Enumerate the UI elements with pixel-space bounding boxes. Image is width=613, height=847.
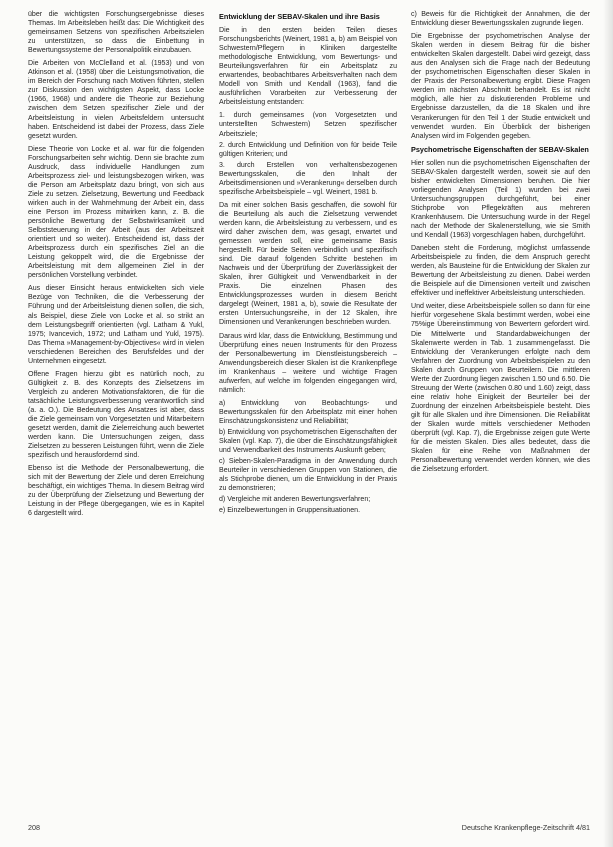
- text-column-middle: [219, 10, 397, 519]
- list-item: e) Einzelbewertungen in Gruppensituationen.: [219, 507, 361, 515]
- paragraph: Daneben steht die Forderung, möglichst umfassende Arbeitsbeispiele zu finden, die dem Anspruch gerecht werden, als Bausteine für die Entwicklung der Skalen zur Bewertung der Arbeitsleistung zu dienen. Dabei werden die Beispiele auf die Dimensionen verteilt und zwischen effektiver und ineffektiver Arbeitsleistung unterschieden.: [411, 245, 590, 298]
- paragraph: Aus dieser Einsicht heraus entwickelten sich viele Bezüge von Techniken, die die Verbesserung der Führung und der Arbeitsleistung dienen sollen, die sich, als Beispiel, diese Ziele von Locke et al. so strikt an dem Leistungsbegriff orientierten (vgl. Latham & Yukl, 1975; Ivancevich, 1972; und Latham und Yukl, 1975). Das Thema »Management-by-Objectives« wird in vielen verschiedenen Bereichen des Berufsfeldes und der Unternehmen eingesetzt.: [28, 285, 204, 365]
- list-item: a) Entwicklung von Beobachtungs- und Bewertungsskalen für den Arbeitsplatz mit einer hohen Einschätzungskonsistenz und Reliabilität;: [219, 399, 397, 425]
- paragraph: Die Ergebnisse der psychometrischen Analyse der Skalen werden in diesem Beitrag für die bisher entwickelten Skalen dargestellt. Dabei wird gezeigt, dass aus den Analysen sich die Frage nach der Bedeutung der psychometrischen Eigenschaften dieser Skalen in der Praxis der Personalbewertung ergibt. Diese Fragen werden im nächsten Abschnitt behandelt. Es ist nicht möglich, alle hier zu diskutierenden Probleme und Ergebnisse darzustellen, da die 18 Skalen und ihre Verankerungen für den Teil 1 der Studie entwickelt und verwendet wurden. Ein Überblick der bisherigen Analysen wird im Folgenden gegeben.: [411, 33, 590, 140]
- section-heading: Entwicklung der SEBAV-Skalen und ihre Basis: [219, 12, 380, 21]
- list-item: 1. durch gemeinsames (von Vorgesetzten und unterstellten Schwestern) Setzen spezifischer Arbeitsziele;: [219, 112, 397, 138]
- list-item: b) Entwicklung von psychometrischen Eigenschaften der Skalen (vgl. Kap. 7), die über die Einschätzungsfähigkeit und Verwendbarkeit des Instruments Auskunft geben;: [219, 428, 397, 455]
- paragraph: Offene Fragen hierzu gibt es natürlich noch, zu Gültigkeit z. B. des Konzepts des Zielsetzens im Vergleich zu anderen Motivationsfaktoren, die für die tatsächliche Leistungsverbesserung verantwortlich sind (a. a. O.). Die Bedeutung des Ansatzes ist aber, dass die Ziele gemeinsam von Vorgesetzten und Mitarbeitern gesetzt werden, damit die Zielerreichung auch bewertet werden kann. Die Untersuchungen zeigen, dass Zielsetzen zu besseren Leistungen führt, wenn die Ziele spezifisch und herausfordernd sind.: [28, 370, 204, 460]
- text-column-right: [411, 10, 590, 478]
- lettered-list: [219, 399, 397, 516]
- paragraph: Die Arbeiten von McClelland et al. (1953) und von Atkinson et al. (1958) über die Leistungsmotivation, die im Bereich der Forschung nach Motiven führten, stellen zur Diskussion den wichtigsten Aspekt, dass Locke (1966, 1968) und andere die Theorie zur Beziehung zwischen dem Setzen spezifischer Ziele und der Arbeitsleistung in vielen Arbeitsfeldern untersucht haben. Entscheidend ist dabei der Prozess, dass Ziele gesetzt wurden.: [28, 60, 204, 140]
- paragraph: Hier sollen nun die psychometrischen Eigenschaften der SEBAV-Skalen dargestellt werden, soweit sie auf den bisher entwickelten Dimensionen beruhen. Die hier vorliegenden Analysen (Teil 1) wurden bei zwei Untersuchungsgruppen durchgeführt, bei einer Stichprobe von Pflegekräften aus mehreren Krankenhäusern. Die Untersuchung wurde in der Regel nach der Methode der Skalenerstellung, wie sie Smith und Kendall (1963) vorgeschlagen haben, durchgeführt.: [411, 159, 590, 240]
- paragraph: Daraus wird klar, dass die Entwicklung, Bestimmung und Überprüfung eines neuen Instruments für den Prozess der Personalbewertung im Dienstleistungsbereich – Anwendungsbereich dieser Skalen ist die Krankenpflege im Krankenhaus – weitere und wichtige Fragen aufwerfen, auf welche im folgenden eingegangen wird, nämlich:: [219, 332, 397, 394]
- paragraph: über die wichtigsten Forschungsergebnisse dieses Themas. Im Arbeitsleben heißt das: Die Wichtigkeit des gemeinsamen Setzens von spezifischen Arbeitszielen zu unterstützen, so dass die Einbettung in Bewertungssysteme der Personalpolitik einzubauen.: [28, 11, 204, 55]
- list-item: c) Sieben-Skalen-Paradigma in der Anwendung durch Beurteiler in verschiedenen Gruppen von Stationen, die als Stichprobe dienen, um die Entwicklung in der Praxis zu demonstrieren;: [219, 458, 397, 493]
- paragraph: c) Beweis für die Richtigkeit der Annahmen, die der Entwicklung dieser Bewertungsskalen zugrunde liegen.: [411, 11, 590, 28]
- page-edge-shadow: [603, 0, 613, 847]
- section-heading: Psychometrische Eigenschaften der SEBAV-Skalen: [411, 144, 589, 154]
- text-column-left: [28, 10, 204, 523]
- paragraph: Diese Theorie von Locke et al. war für die folgenden Forschungsarbeiten sehr wichtig. Denn sie brachte zum Ausdruck, dass individuelle Handlungen zum Arbeitsprozess ziel- und leistungsbezogen wirken, was die Person am Arbeitsplatz dazu bringt, von sich aus Ziele zu setzen. Zielsetzung, Bewertung und Feedback wirken auch in der Wahrnehmung der Arbeit ein, dass eine Person im Prozess mitwirken kann, z. B. die persönliche Bewertung der Selbstwirksamkeit und Selbststeuerung in der Arbeit (aus der Arbeitszeit orientiert und so weiter). Entscheidend ist, dass der Arbeitsprozess durch ein spezifisches Ziel an die Leistung gekoppelt wird, die die Ergebnisse der Arbeitsleistung mit dem allgemeinen Ziel in der persönlichen Vorstellung verbindet.: [28, 145, 204, 280]
- paragraph: Ebenso ist die Methode der Personalbewertung, die sich mit der Bewertung der Ziele und deren Erreichung beschäftigt, ein wichtiges Thema. In diesem Beitrag wird zu der Überprüfung der Zielsetzung und Bewertung der Leistung in der Pflege übergegangen, wie es in Kapitel 6 dargestellt wird.: [28, 465, 204, 518]
- page-footer: [28, 823, 590, 833]
- list-item: 3. durch Erstellen von verhaltensbezogenen Bewertungsskalen, die den Inhalt der Arbeitsdimensionen und »Verankerung« derselben durch spezifische Arbeitsbeispiele – vgl. Weinert, 1981 b.: [219, 161, 397, 196]
- page-number: 208: [28, 823, 40, 832]
- running-title: Deutsche Krankenpflege-Zeitschrift 4/81: [461, 823, 590, 832]
- paragraph: Die in den ersten beiden Teilen dieses Forschungsberichts (Weinert, 1981 a, b) am Beispiel von Schwestern/Pflegern in Kliniken dargestellte methodologische Entwicklung, vom Bewertungs- und Beurteilungsverfahren für ein Arbeitsplatz zu erwartendes, beobachtbares Arbeitsverhalten nach dem Modell von Smith und Kendall (1963), fand die ausführlichen Vorarbeiten zur Verbesserung der Arbeitsleistung entstanden:: [219, 27, 397, 107]
- paragraph: Da mit einer solchen Basis geschaffen, die sowohl für die Beurteilung als auch die Zielsetzung verwendet werden kann, die Arbeitsleistung zu verbessern, und es wird daher zwischen dem, was gesagt, erwartet und gemessen werden soll, eine gemeinsame Basis hergestellt. Für beide Seiten verbindlich und spezifisch sind. Die darauf folgenden Schritte bestehen im Nachweis und der Überprüfung der Zuverlässigkeit der Skalen, ihrer Gültigkeit und Verwendbarkeit in der Praxis. Die einzelnen Phasen des Entwicklungsprozesses wurden in diesem Bericht dargelegt (Weinert, 1981 a, b), sowie die Resultate der ersten Untersuchungsreihe, in der 12 Skalen, ihre Dimensionen und Verankerungen beschrieben wurden.: [219, 201, 397, 327]
- paragraph: Und weiter, diese Arbeitsbeispiele sollen so dann für eine hierfür vorgesehene Skala bestimmt werden, wobei eine 75%ige Übereinstimmung von Bewertern gefordert wird. Die Mittelwerte und Standardabweichungen der Skalenwerte werden in Tab. 1 zusammengefasst. Die Entwicklung der Verankerungen erfolgte nach dem Verfahren der Zuordnung von Arbeitsbeispielen zu den Skalen durch Gruppen von Beurteilern. Die mittleren Werte der Zuordnung liegen zwischen 1.50 und 6.50. Die Streuung der Werte (zwischen 0.80 und 1.60) zeigt, dass eine relativ hohe Einigkeit der Beurteiler bei der Zuordnung der einzelnen Arbeitsbeispiele besteht. Dies gilt für alle Skalen und ihre Dimensionen. Die Reliabilität der Skalen wurde mittels verschiedener Methoden überprüft (vgl. Kap. 7), die Ergebnisse zeigen gute Werte für die meisten Skalen. Dies alles bedeutet, dass die Skalen für eine Reihe von Maßnahmen der Personalbewertung verwendet werden können, wie dies die Zielsetzung erfordert.: [411, 303, 590, 474]
- numbered-list: [219, 111, 397, 196]
- list-item: 2. durch Entwicklung und Definition von für beide Teile gültigen Kriterien; und: [219, 141, 397, 158]
- list-item: d) Vergleiche mit anderen Bewertungsverfahren;: [219, 496, 371, 504]
